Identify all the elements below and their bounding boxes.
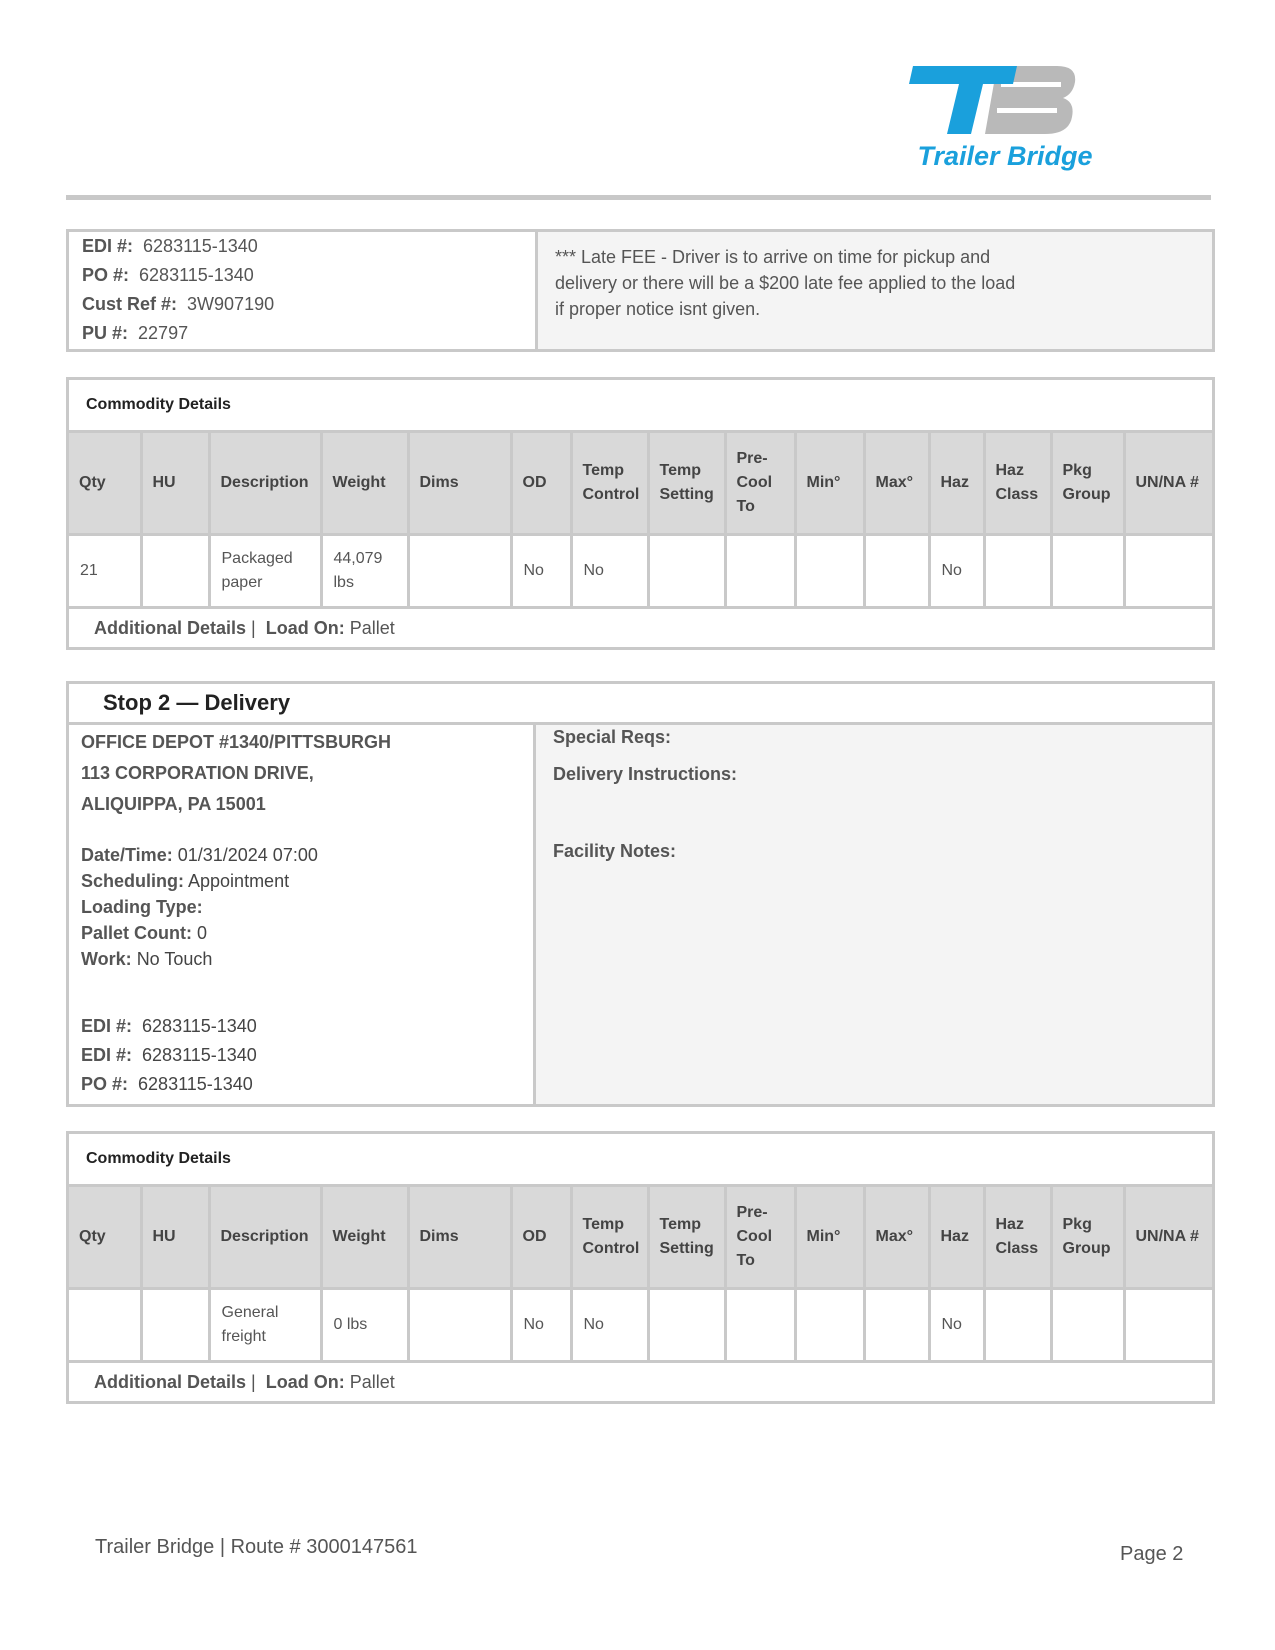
column-header: Haz Class [984,1187,1051,1289]
column-header: Weight [321,1187,408,1289]
edi-label: EDI #: [81,1016,133,1036]
table-row [69,535,1212,607]
note-line: if proper notice isnt given. [555,299,761,319]
column-header: Pre-Cool To [725,1187,795,1289]
table-cell [795,535,864,607]
commodity-details-2 [66,1131,1215,1404]
table-cell [984,535,1051,607]
stop-instructions [536,725,1212,1104]
table-cell [795,1289,864,1361]
address-line: OFFICE DEPOT #1340/PITTSBURGH [81,732,392,752]
address-line: 113 CORPORATION DRIVE, [81,763,314,783]
svg-text:Trailer Bridge: Trailer Bridge [917,141,1093,171]
table-cell [408,535,511,607]
table-cell: 0 lbs [321,1289,408,1361]
column-header: Pkg Group [1051,1187,1124,1289]
separator: | [251,1372,256,1392]
note-line: *** Late FEE - Driver is to arrive on time for pickup and [555,247,991,267]
column-header: Haz [929,433,984,535]
commodity-title: Commodity Details [69,1134,1212,1187]
footer-route: Trailer Bridge | Route # 3000147561 [95,1536,418,1558]
delivery-instructions-label: Delivery Instructions: [553,764,738,784]
po-value: 6283115-1340 [138,1074,253,1094]
column-header: Temp Setting [648,1187,725,1289]
pallet-count-value: 0 [197,923,208,943]
table-cell: 44,079 lbs [321,535,408,607]
column-header: Qty [69,1187,141,1289]
special-reqs-label: Special Reqs: [553,727,672,747]
column-header: Haz [929,1187,984,1289]
reference-box [66,229,1215,352]
additional-details [69,1360,1212,1401]
pu-label: PU #: [82,323,129,343]
load-on-label: Load On: [265,1372,345,1392]
table-cell: No [511,535,571,607]
scheduling-value: Appointment [188,871,290,891]
table-cell [1124,1289,1212,1361]
header-rule [66,195,1211,200]
po-label: PO #: [82,265,130,285]
table-cell [984,1289,1051,1361]
column-header: Temp Control [571,433,648,535]
table-cell [141,535,209,607]
edi-value: 6283115-1340 [142,1045,257,1065]
commodity-details-1 [66,377,1215,650]
column-header: OD [511,1187,571,1289]
address-line: ALIQUIPPA, PA 15001 [81,794,266,814]
column-header: Dims [408,433,511,535]
additional-details [69,606,1212,647]
table-cell [648,535,725,607]
table-cell [1051,535,1124,607]
pu-value: 22797 [138,323,189,343]
column-header: Pkg Group [1051,433,1124,535]
additional-details-label: Additional Details [94,618,247,638]
column-header: Weight [321,433,408,535]
table-cell: No [929,535,984,607]
date-time-label: Date/Time: [81,845,173,865]
load-on-value: Pallet [349,1372,395,1392]
table-cell: 21 [69,535,141,607]
additional-details-label: Additional Details [94,1372,247,1392]
column-header: OD [511,433,571,535]
column-header: HU [141,1187,209,1289]
edi-value: 6283115-1340 [142,1016,257,1036]
edi-label: EDI #: [81,1045,133,1065]
table-cell [69,1289,141,1361]
table-cell [408,1289,511,1361]
table-cell: Packaged paper [209,535,321,607]
commodity-header-row [69,1187,1212,1289]
table-cell [864,1289,929,1361]
cust-ref-label: Cust Ref #: [82,294,178,314]
column-header: UN/NA # [1124,433,1212,535]
scheduling-label: Scheduling: [81,871,184,891]
date-time-value: 01/31/2024 07:00 [177,845,318,865]
trailer-bridge-logo [905,62,1105,182]
column-header: Qty [69,433,141,535]
stop-details [69,725,536,1104]
facility-notes-label: Facility Notes: [553,841,677,861]
column-header: Dims [408,1187,511,1289]
column-header: Min° [795,433,864,535]
column-header: Description [209,1187,321,1289]
column-header: Temp Control [571,1187,648,1289]
load-on-value: Pallet [349,618,395,638]
commodity-table [69,433,1212,606]
column-header: Min° [795,1187,864,1289]
po-value: 6283115-1340 [139,265,254,285]
commodity-table [69,1187,1212,1360]
table-cell: No [571,535,648,607]
stop-title: Stop 2 — Delivery [69,684,1212,725]
edi-label: EDI #: [82,236,134,256]
column-header: Max° [864,1187,929,1289]
note-line: delivery or there will be a $200 late fee applied to the load [555,273,1016,293]
table-cell [1051,1289,1124,1361]
table-cell [864,535,929,607]
commodity-header-row [69,433,1212,535]
table-cell [1124,535,1212,607]
table-cell: No [571,1289,648,1361]
page-number: Page 2 [1120,1543,1184,1565]
work-label: Work: [81,949,132,969]
work-value: No Touch [136,949,213,969]
loading-type-label: Loading Type: [81,897,203,917]
table-cell: General freight [209,1289,321,1361]
column-header: Max° [864,433,929,535]
stop-2-delivery [66,681,1215,1107]
table-row [69,1289,1212,1361]
column-header: Pre-Cool To [725,433,795,535]
column-header: HU [141,433,209,535]
table-cell [725,535,795,607]
column-header: UN/NA # [1124,1187,1212,1289]
column-header: Haz Class [984,433,1051,535]
table-cell [648,1289,725,1361]
cust-ref-value: 3W907190 [187,294,275,314]
reference-numbers [69,232,538,349]
column-header: Temp Setting [648,433,725,535]
table-cell [141,1289,209,1361]
separator: | [251,618,256,638]
load-on-label: Load On: [265,618,345,638]
column-header: Description [209,433,321,535]
late-fee-note [538,232,1212,349]
table-cell [725,1289,795,1361]
po-label: PO #: [81,1074,129,1094]
table-cell: No [511,1289,571,1361]
commodity-title: Commodity Details [69,380,1212,433]
table-cell: No [929,1289,984,1361]
edi-value: 6283115-1340 [143,236,258,256]
pallet-count-label: Pallet Count: [81,923,192,943]
